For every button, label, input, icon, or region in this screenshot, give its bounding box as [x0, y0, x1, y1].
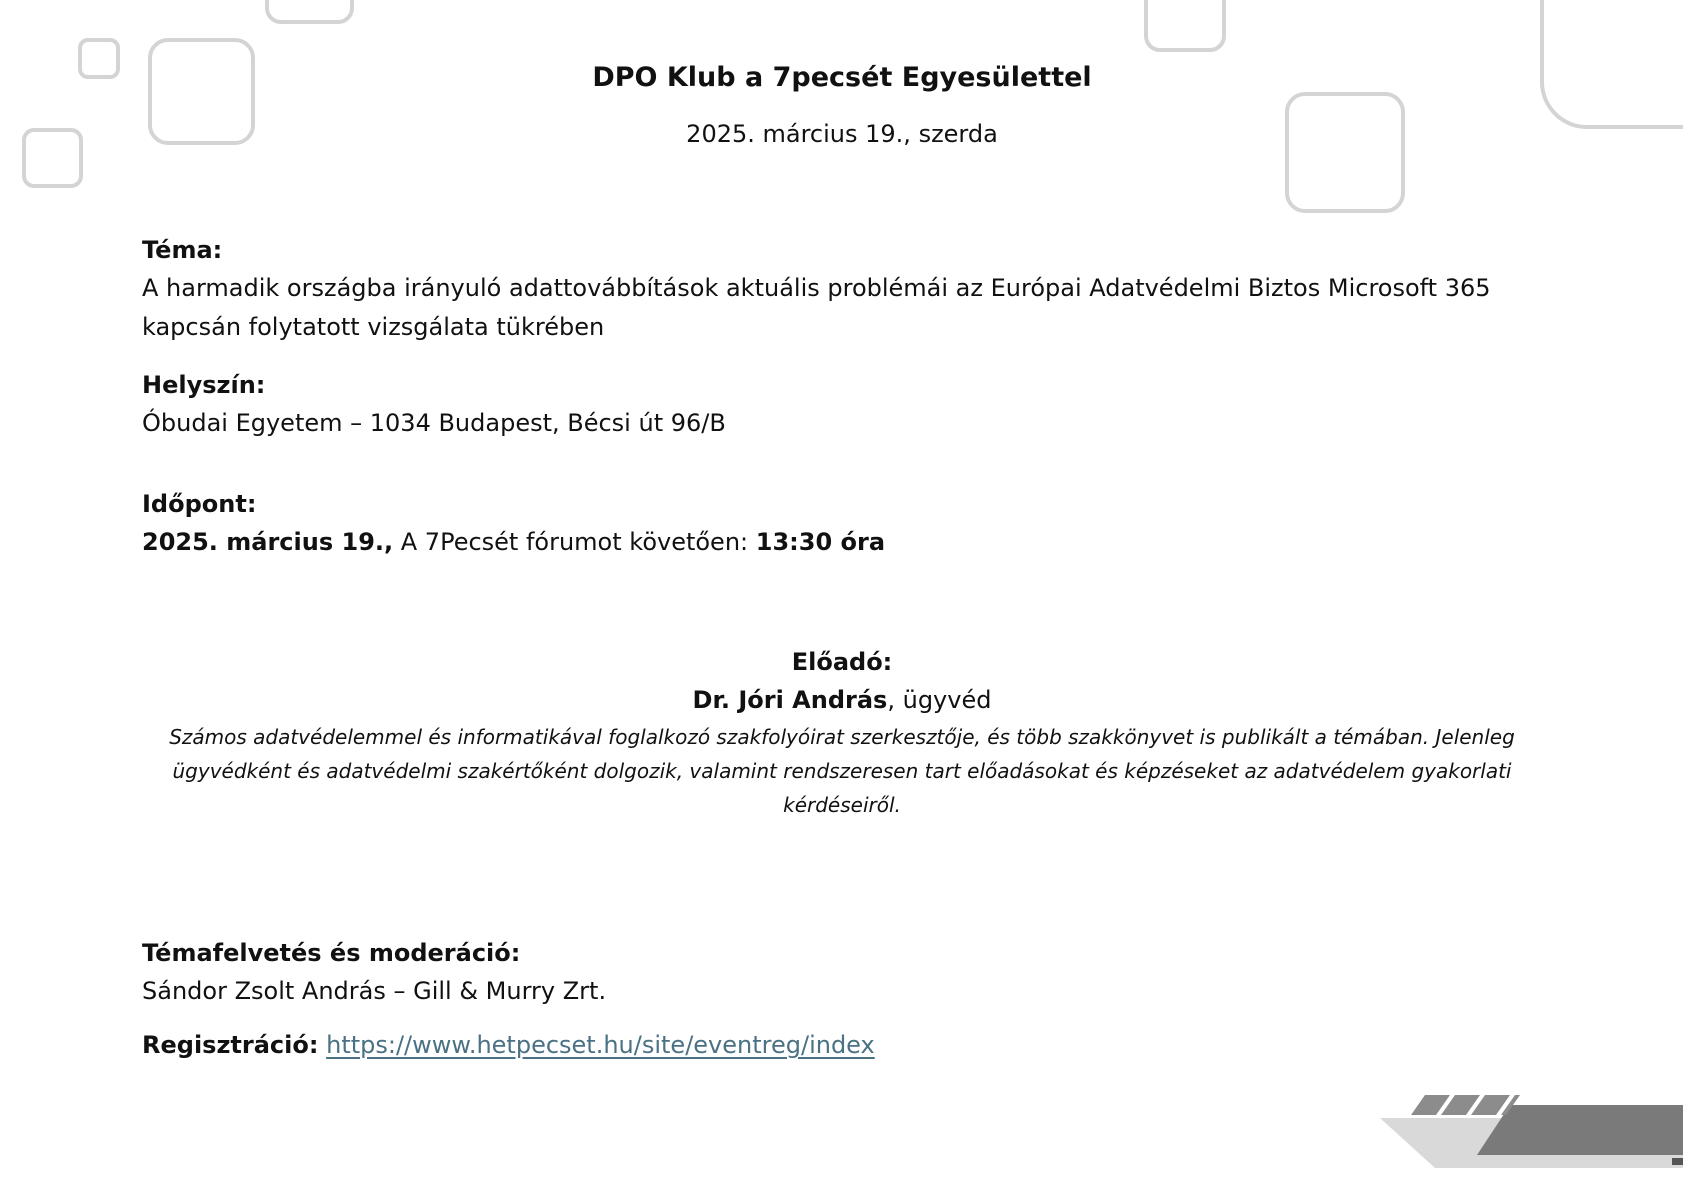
speaker-section: [142, 643, 1542, 822]
deco-square-right-medium: [1287, 94, 1403, 211]
location-label: Helyszín:: [142, 371, 266, 399]
moderation-label: Témafelvetés és moderáció:: [142, 939, 521, 967]
time-hour: 13:30 óra: [755, 528, 886, 556]
page-title: DPO Klub a 7pecsét Egyesülettel: [592, 62, 1092, 93]
topic-section: [142, 231, 1542, 347]
deco-square-top-right-small: [1146, 0, 1224, 50]
location-section: [142, 366, 1542, 443]
speaker-name: Dr. Jóri András: [692, 686, 888, 714]
deco-square-small: [80, 40, 118, 77]
time-text: [142, 523, 1542, 562]
time-date: 2025. március 19.,: [142, 528, 394, 556]
registration-link[interactable]: https://www.hetpecset.hu/site/eventreg/index: [326, 1031, 875, 1059]
moderation-section: [142, 934, 1542, 1011]
speaker-label: Előadó:: [791, 648, 893, 676]
speaker-line: [142, 681, 1542, 720]
deco-corner-stripes: [1380, 1095, 1683, 1168]
time-label: Időpont:: [142, 490, 257, 518]
location-text: Óbudai Egyetem – 1034 Budapest, Bécsi út 96/B: [142, 409, 726, 437]
deco-square-top-small: [267, 0, 352, 22]
deco-square-corner-large: [1542, 0, 1683, 127]
speaker-bio: Számos adatvédelemmel és informatikával foglalkozó szakfolyóirat szerkesztője, és több szakkönyvet is publikált a témában. Jelenleg ügyvédként és adatvédelmi szakértőként dolgozik, valamint rendszeresen tart előadásokat és képzéseket az adatvédelem gyakorlati kérdéseiről.: [169, 725, 1515, 817]
deco-square-left: [24, 130, 81, 186]
registration-section: [142, 1026, 1542, 1065]
time-note: A 7Pecsét fórumot követően:: [393, 528, 756, 556]
event-date-subtitle: 2025. március 19., szerda: [686, 120, 998, 148]
moderation-text: Sándor Zsolt András – Gill & Murry Zrt.: [142, 977, 607, 1005]
time-section: [142, 485, 1542, 562]
topic-label: Téma:: [142, 236, 223, 264]
topic-text: A harmadik országba irányuló adattovábbítások aktuális problémái az Európai Adatvédelmi Biztos Microsoft 365 kapcsán folytatott vizsgálata tükrében: [142, 274, 1491, 341]
speaker-role: , ügyvéd: [887, 686, 992, 714]
registration-label: Regisztráció:: [142, 1031, 319, 1059]
